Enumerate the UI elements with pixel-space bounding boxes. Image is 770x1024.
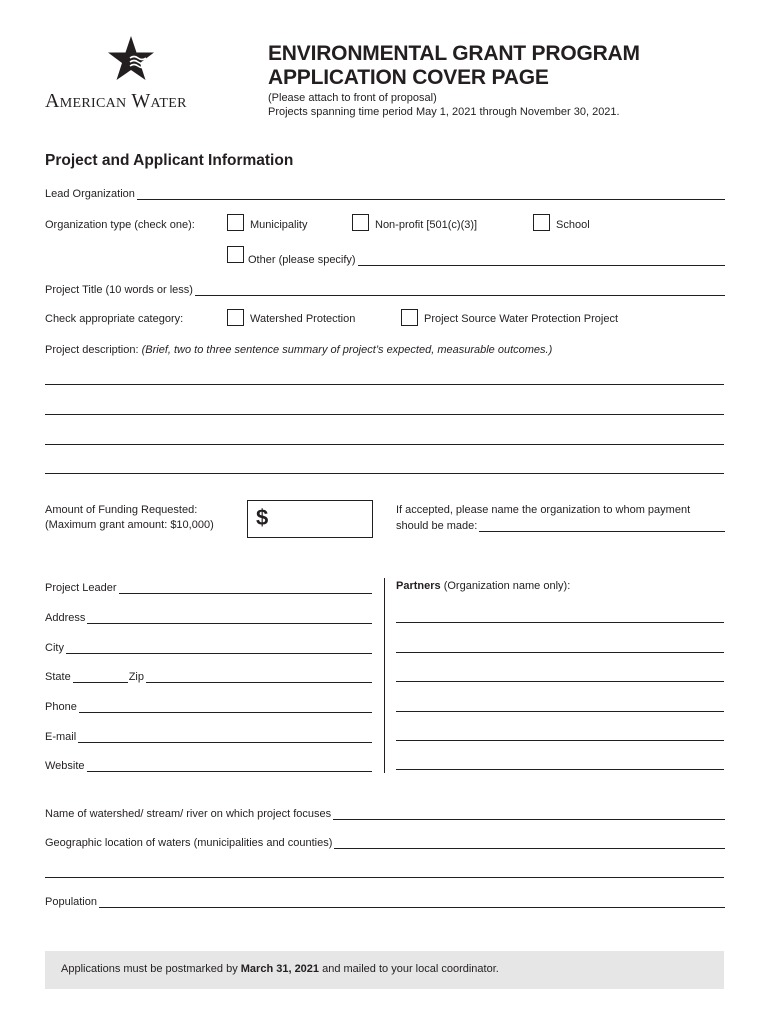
project-leader-row xyxy=(45,578,372,594)
max-grant-label: (Maximum grant amount: $10,000) xyxy=(45,519,214,531)
city-field[interactable] xyxy=(66,642,372,654)
partner-line-2[interactable] xyxy=(396,652,724,653)
project-title-label: Project Title (10 words or less) xyxy=(45,284,193,296)
email-field[interactable] xyxy=(78,731,372,743)
project-description-label xyxy=(45,344,552,356)
deadline-date: March 31, 2021 xyxy=(240,963,320,975)
website-label: Website xyxy=(45,760,85,772)
description-line-1[interactable] xyxy=(45,384,724,385)
project-leader-label: Project Leader xyxy=(45,582,117,594)
partner-line-1[interactable] xyxy=(396,622,724,623)
school-label: School xyxy=(556,219,590,231)
other-checkbox[interactable] xyxy=(227,246,244,263)
partner-line-4[interactable] xyxy=(396,711,724,712)
lead-organization-field[interactable] xyxy=(137,188,725,200)
funding-amount-field[interactable] xyxy=(247,500,373,538)
project-title-field[interactable] xyxy=(195,284,725,296)
other-label: Other (please specify) xyxy=(248,254,356,266)
footer-notice xyxy=(45,951,724,989)
non-profit-checkbox[interactable] xyxy=(352,214,369,231)
title-line-2: APPLICATION COVER PAGE xyxy=(268,66,549,89)
geo-location-label: Geographic location of waters (municipalities and counties) xyxy=(45,837,333,849)
zip-field[interactable] xyxy=(146,671,372,683)
section-title: Project and Applicant Information xyxy=(45,152,294,169)
phone-row xyxy=(45,697,372,713)
address-field[interactable] xyxy=(87,612,372,624)
period-note: Projects spanning time period May 1, 2021 through November 30, 2021. xyxy=(268,106,620,118)
geo-location-field[interactable] xyxy=(334,837,725,849)
phone-field[interactable] xyxy=(79,701,372,713)
email-label: E-mail xyxy=(45,731,77,743)
watershed-protection-checkbox[interactable] xyxy=(227,309,244,326)
city-label: City xyxy=(45,642,64,654)
watershed-row xyxy=(45,804,725,820)
description-line-4[interactable] xyxy=(45,473,724,474)
watershed-field[interactable] xyxy=(333,808,725,820)
source-water-protection-checkbox[interactable] xyxy=(401,309,418,326)
lead-organization-label: Lead Organization xyxy=(45,188,135,200)
page-title xyxy=(268,42,640,90)
state-zip-row xyxy=(45,667,372,683)
watershed-protection-label: Watershed Protection xyxy=(250,313,356,325)
attach-note: (Please attach to front of proposal) xyxy=(268,92,437,104)
other-row xyxy=(248,250,725,266)
geo-location-row xyxy=(45,833,725,849)
org-type-label: Organization type (check one): xyxy=(45,219,195,231)
phone-label: Phone xyxy=(45,701,77,713)
other-field[interactable] xyxy=(358,254,725,266)
zip-label: Zip xyxy=(128,671,144,683)
category-label: Check appropriate category: xyxy=(45,313,184,325)
school-checkbox[interactable] xyxy=(533,214,550,231)
geo-location-line-2[interactable] xyxy=(45,877,724,878)
star-water-icon xyxy=(108,36,154,84)
state-field[interactable] xyxy=(73,671,128,683)
watershed-label: Name of watershed/ stream/ river on which project focuses xyxy=(45,808,332,820)
partners-label xyxy=(396,580,570,592)
email-row xyxy=(45,727,372,743)
population-label: Population xyxy=(45,896,97,908)
description-line-3[interactable] xyxy=(45,444,724,445)
footer-pre: Applications must be postmarked by xyxy=(61,963,241,975)
website-row xyxy=(45,756,372,772)
payee-label: If accepted, please name the organization to whom payment xyxy=(396,504,691,516)
website-field[interactable] xyxy=(87,760,372,772)
lead-organization-row xyxy=(45,184,725,200)
city-row xyxy=(45,638,372,654)
description-label: Project description: xyxy=(45,344,139,356)
address-label: Address xyxy=(45,612,86,624)
partner-line-6[interactable] xyxy=(396,769,724,770)
header-subtitle xyxy=(268,91,620,119)
payee-field[interactable] xyxy=(479,520,725,532)
address-row xyxy=(45,608,372,624)
partners-hint: (Organization name only): xyxy=(440,580,571,592)
description-hint: (Brief, two to three sentence summary of project’s expected, measurable outcomes.) xyxy=(141,344,553,356)
project-leader-field[interactable] xyxy=(119,582,372,594)
column-divider xyxy=(384,578,385,773)
dollar-sign: $ xyxy=(256,505,269,530)
payee-row xyxy=(396,516,725,532)
title-line-1: ENVIRONMENTAL GRANT PROGRAM xyxy=(268,42,640,65)
municipality-checkbox[interactable] xyxy=(227,214,244,231)
project-title-row xyxy=(45,280,725,296)
payee-label-2: should be made: xyxy=(396,520,478,532)
description-line-2[interactable] xyxy=(45,414,724,415)
funding-requested-label: Amount of Funding Requested: xyxy=(45,504,198,516)
source-water-protection-label: Project Source Water Protection Project xyxy=(424,313,619,325)
partner-line-3[interactable] xyxy=(396,681,724,682)
partners-bold: Partners xyxy=(396,580,441,592)
partner-line-5[interactable] xyxy=(396,740,724,741)
non-profit-label: Non-profit [501(c)(3)] xyxy=(375,219,478,231)
population-field[interactable] xyxy=(99,896,725,908)
population-row xyxy=(45,892,725,908)
municipality-label: Municipality xyxy=(250,219,308,231)
logo-text: American Water xyxy=(45,90,187,112)
state-label: State xyxy=(45,671,71,683)
footer-text xyxy=(61,963,499,975)
footer-post: and mailed to your local coordinator. xyxy=(319,963,499,975)
